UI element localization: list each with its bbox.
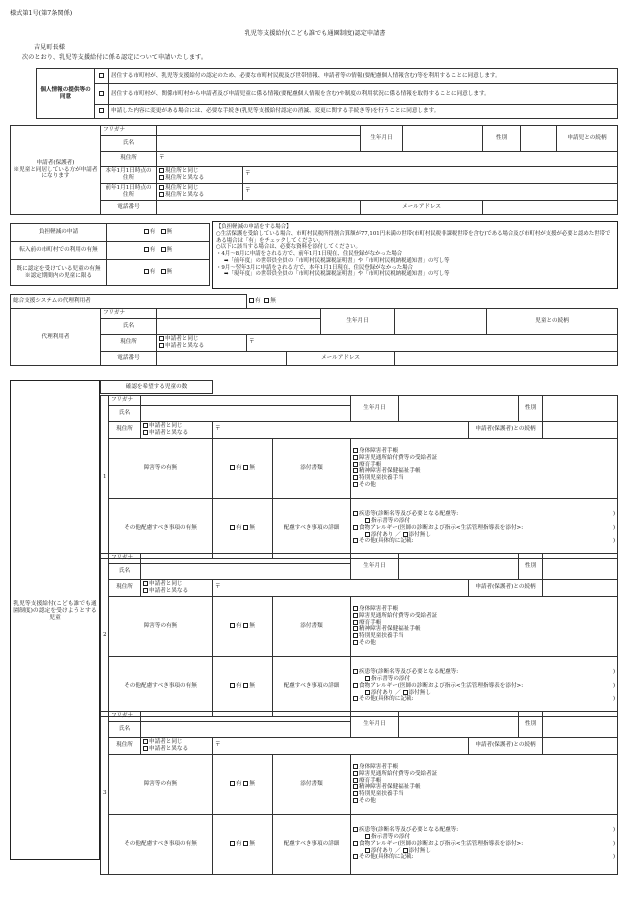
doc-option[interactable]: 特別児童扶養手当 bbox=[353, 475, 615, 482]
child-disability-options[interactable]: 有 無 bbox=[213, 438, 273, 498]
child-docs-label: 添付書類 bbox=[273, 754, 351, 814]
doc-option[interactable]: 特別児童扶養手当 bbox=[353, 791, 615, 798]
child-name-field[interactable] bbox=[141, 563, 351, 579]
consent-label: 個人情報の提供等の同意 bbox=[37, 69, 95, 119]
proxy-birthdate-field[interactable] bbox=[395, 309, 487, 335]
applicant-birthdate-field[interactable] bbox=[403, 126, 483, 152]
doc-option[interactable]: 障害児通所給付費等の受給者証 bbox=[353, 613, 615, 620]
form-number: 様式第1号(第7条関係) bbox=[10, 10, 73, 17]
child-disability-options[interactable]: 有 無 bbox=[213, 596, 273, 656]
child-block-1 bbox=[100, 395, 618, 559]
applicant-email-field[interactable] bbox=[483, 200, 618, 214]
child-care-options[interactable]: 有 無 bbox=[213, 656, 273, 716]
child-care-options[interactable]: 有 無 bbox=[213, 814, 273, 874]
burden-options-3[interactable]: 有 無 bbox=[107, 260, 210, 286]
child-block-2 bbox=[100, 553, 618, 717]
child-furigana-label: フリガナ bbox=[109, 712, 141, 722]
child-relation-label: 申請者(保護者)との続柄 bbox=[469, 737, 543, 754]
burden-label-1: 負担軽減の申請 bbox=[11, 224, 107, 242]
applicant-address-field[interactable]: 〒 bbox=[157, 151, 618, 166]
relation-label: 申請児との続柄 bbox=[557, 126, 618, 152]
child-birthdate-field[interactable] bbox=[399, 396, 519, 422]
gender-label: 性別 bbox=[483, 126, 521, 152]
applicant-table bbox=[10, 125, 618, 215]
child-docs-list[interactable] bbox=[351, 754, 618, 814]
proxy-address-options[interactable]: 申請者と同じ 申請者と異なる bbox=[157, 334, 247, 351]
intro-text: 次のとおり、乳児等支援給付に係る認定について申請いたします。 bbox=[22, 54, 208, 61]
jan-this-options[interactable]: 現住所と同じ 現住所と異なる bbox=[157, 166, 243, 183]
child-disability-label: 障害等の有無 bbox=[109, 754, 213, 814]
care-option[interactable]: 添付あり ／ 添付無し bbox=[353, 690, 615, 697]
child-disability-options[interactable]: 有 無 bbox=[213, 754, 273, 814]
doc-option[interactable]: 精神障害者保健福祉手帳 bbox=[353, 626, 615, 633]
care-option[interactable]: 食物アレルギー(医師の診断および指示<生活管理指導表を添付>: ) bbox=[353, 683, 615, 690]
care-option[interactable]: 食物アレルギー(医師の診断および指示<生活管理指導表を添付>: ) bbox=[353, 525, 615, 532]
consent-checkbox-3[interactable] bbox=[95, 105, 109, 119]
doc-option[interactable]: 特別児童扶養手当 bbox=[353, 633, 615, 640]
care-option[interactable]: 添付あり ／ 添付無し bbox=[353, 532, 615, 539]
burden-notes: 【負担軽減の申請をする場合】 ○生活保護を受給している場合、市町村民税所得割合算額が77,101円未満の世帯(市町村民税非課税世帯を含む)である場合及び市町村が支援が必要と認めた世帯である場合は「有」をチェックしてください。 ○以下に該当する場合は、必要な資料を添付してください。 ・4月～8月に申請をされる方で、前年1月1日現在、住民登録がなかった場合 ➡「前年度」の世帯員全員の「市町村民税課税証明書」や「市町村民税納税通知書」の写し等 ・9月～翌年3月に申請をされる方で、本年1月1日現在、住民登録がなかった場合 ➡「現年度」の世帯員全員の「市町村民税課税証明書」や「市町村民税納税通知書」の写し等 bbox=[212, 221, 618, 289]
doc-option[interactable]: 療育手帳 bbox=[353, 620, 615, 627]
proxy-address-field[interactable]: 〒 bbox=[247, 334, 618, 351]
child-relation-field[interactable] bbox=[543, 421, 618, 438]
consent-checkbox-1[interactable] bbox=[95, 69, 109, 84]
proxy-birthdate-label: 生年月日 bbox=[321, 309, 395, 335]
child-gender-field[interactable] bbox=[543, 554, 618, 580]
child-disability-label: 障害等の有無 bbox=[109, 596, 213, 656]
doc-option[interactable]: 障害児通所給付費等の受給者証 bbox=[353, 771, 615, 778]
proxy-name-field[interactable] bbox=[157, 318, 321, 334]
child-docs-label: 添付書類 bbox=[273, 596, 351, 656]
child-gender-field[interactable] bbox=[543, 712, 618, 738]
furigana-label: フリガナ bbox=[101, 126, 157, 136]
child-birthdate-label: 生年月日 bbox=[351, 396, 399, 422]
consent-item-2: 居住する市町村が、関係市町村から申請者及び申請児童に係る情報(要配慮個人情報を含む)や制度の利用状況に係る情報を取得することに同意します。 bbox=[109, 84, 618, 105]
doc-option[interactable]: 療育手帳 bbox=[353, 778, 615, 785]
children-section-label: 乳児等支援給付(こども誰でも通園制度)の認定を受けようとする児童 bbox=[13, 601, 97, 622]
burden-table bbox=[10, 223, 210, 286]
child-name-field[interactable] bbox=[141, 405, 351, 421]
child-care-label: その他配慮すべき事項の有無 bbox=[109, 814, 213, 874]
proxy-section-label: 代理利用者 bbox=[11, 309, 101, 366]
addressee: 吉見町長様 bbox=[34, 44, 65, 51]
children-count-label: 確認を希望する児童の数 bbox=[101, 381, 213, 394]
child-care-detail-field[interactable] bbox=[351, 656, 618, 716]
child-disability-label: 障害等の有無 bbox=[109, 438, 213, 498]
burden-label-2: 転入前の市町村での利用の有無 bbox=[11, 242, 107, 260]
child-address-options[interactable]: 申請者と同じ 申請者と異なる bbox=[141, 579, 213, 596]
child-care-options[interactable]: 有 無 bbox=[213, 498, 273, 558]
child-name-label: 氏名 bbox=[109, 721, 141, 737]
doc-option[interactable]: 身体障害者手帳 bbox=[353, 448, 615, 455]
child-address-field[interactable]: 〒 bbox=[213, 579, 469, 596]
child-gender-label: 性別 bbox=[519, 554, 543, 580]
child-birthdate-label: 生年月日 bbox=[351, 554, 399, 580]
doc-option[interactable]: その他 bbox=[353, 482, 615, 489]
proxy-relation-label: 児童との続柄 bbox=[487, 309, 618, 335]
child-block-3 bbox=[100, 711, 618, 875]
jan-this-address-field[interactable]: 〒 bbox=[243, 166, 618, 183]
child-care-label: その他配慮すべき事項の有無 bbox=[109, 498, 213, 558]
proxy-table bbox=[10, 294, 618, 366]
doc-option[interactable]: 精神障害者保健福祉手帳 bbox=[353, 468, 615, 475]
doc-option[interactable]: 身体障害者手帳 bbox=[353, 764, 615, 771]
child-care-detail-label: 配慮すべき事項の詳細 bbox=[273, 656, 351, 716]
children-count-field[interactable] bbox=[213, 381, 619, 394]
care-option[interactable]: 指示書等の添付 bbox=[353, 834, 615, 841]
child-relation-label: 申請者(保護者)との続柄 bbox=[469, 421, 543, 438]
child-address-label: 現住所 bbox=[109, 579, 141, 596]
proxy-phone-label: 電話番号 bbox=[101, 351, 157, 365]
proxy-phone-field[interactable] bbox=[157, 351, 287, 365]
care-option[interactable]: 食物アレルギー(医師の診断および指示<生活管理指導表を添付>: ) bbox=[353, 841, 615, 848]
child-name-label: 氏名 bbox=[109, 405, 141, 421]
child-address-field[interactable]: 〒 bbox=[213, 421, 469, 438]
child-number: 3 bbox=[101, 712, 109, 875]
doc-option[interactable]: 精神障害者保健福祉手帳 bbox=[353, 784, 615, 791]
proxy-system-options[interactable]: 有 無 bbox=[247, 295, 618, 309]
child-docs-label: 添付書類 bbox=[273, 438, 351, 498]
child-address-label: 現住所 bbox=[109, 737, 141, 754]
applicant-phone-field[interactable] bbox=[157, 200, 361, 214]
doc-option[interactable]: 障害児通所給付費等の受給者証 bbox=[353, 455, 615, 462]
child-docs-list[interactable] bbox=[351, 596, 618, 656]
proxy-system-label: 総合支援システムの代理利用者 bbox=[11, 295, 247, 309]
child-relation-field[interactable] bbox=[543, 579, 618, 596]
proxy-email-label: メールアドレス bbox=[287, 351, 395, 365]
child-address-field[interactable]: 〒 bbox=[213, 737, 469, 754]
child-name-field[interactable] bbox=[141, 721, 351, 737]
proxy-address-label: 現住所 bbox=[101, 334, 157, 351]
child-relation-field[interactable] bbox=[543, 737, 618, 754]
child-furigana-label: フリガナ bbox=[109, 554, 141, 564]
child-birthdate-field[interactable] bbox=[399, 712, 519, 738]
care-option[interactable]: 疾患等(診断名等及び必要となる配慮等: ) bbox=[353, 827, 615, 834]
consent-item-1: 居住する市町村が、乳児等支援給付の認定のため、必要な市町村民税及び世帯情報、申請者等の情報(要配慮個人情報含む)等を利用することに同意します。 bbox=[109, 69, 618, 84]
child-address-options[interactable]: 申請者と同じ 申請者と異なる bbox=[141, 421, 213, 438]
children-count-row bbox=[100, 380, 618, 394]
email-label: メールアドレス bbox=[361, 200, 483, 214]
jan-address-prev-label: 前年1月1日時点の住所 bbox=[101, 183, 157, 200]
child-docs-list[interactable] bbox=[351, 438, 618, 498]
phone-label: 電話番号 bbox=[101, 200, 157, 214]
child-gender-label: 性別 bbox=[519, 712, 543, 738]
applicant-name-field[interactable] bbox=[157, 135, 361, 151]
proxy-furigana-label: フリガナ bbox=[101, 309, 157, 319]
care-option[interactable]: その他(具体的に記載: ) bbox=[353, 696, 615, 703]
applicant-section-label: 申請者(保護者) ※児童と同居している方が申請者になります bbox=[11, 126, 101, 215]
doc-option[interactable]: 療育手帳 bbox=[353, 462, 615, 469]
child-gender-label: 性別 bbox=[519, 396, 543, 422]
child-furigana-label: フリガナ bbox=[109, 396, 141, 406]
proxy-furigana-field[interactable] bbox=[157, 309, 321, 319]
child-number: 2 bbox=[101, 554, 109, 717]
burden-options-1[interactable]: 有 無 bbox=[107, 224, 210, 242]
child-care-detail-field[interactable] bbox=[351, 814, 618, 874]
child-name-label: 氏名 bbox=[109, 563, 141, 579]
applicant-gender-field[interactable] bbox=[521, 126, 557, 152]
consent-item-3: 申請した内容に変更がある場合には、必要な手続き(乳児等支援給付認定の消滅、変更に関する手続き等)を行うことに同意します。 bbox=[109, 105, 618, 119]
care-option[interactable]: その他(具体的に記載: ) bbox=[353, 538, 615, 545]
jan-prev-options[interactable]: 現住所と同じ 現住所と異なる bbox=[157, 183, 243, 200]
child-birthdate-label: 生年月日 bbox=[351, 712, 399, 738]
applicant-furigana-field[interactable] bbox=[157, 126, 361, 136]
name-label: 氏名 bbox=[101, 135, 157, 151]
child-birthdate-field[interactable] bbox=[399, 554, 519, 580]
burden-label-3: 既に認定を受けている児童の有無 ※認定期間内の児童に限る bbox=[11, 260, 107, 286]
care-option[interactable]: 疾患等(診断名等及び必要となる配慮等: ) bbox=[353, 511, 615, 518]
page-title: 乳児等支援給付(こども誰でも通園制度)認定申請書 bbox=[244, 30, 386, 37]
jan-address-this-label: 本年1月1日時点の住所 bbox=[101, 166, 157, 183]
child-furigana-field[interactable] bbox=[141, 554, 351, 564]
doc-option[interactable]: その他 bbox=[353, 798, 615, 805]
proxy-email-field[interactable] bbox=[395, 351, 618, 365]
child-furigana-field[interactable] bbox=[141, 712, 351, 722]
child-address-label: 現住所 bbox=[109, 421, 141, 438]
child-number: 1 bbox=[101, 396, 109, 559]
care-option[interactable]: 指示書等の添付 bbox=[353, 518, 615, 525]
care-option[interactable]: 疾患等(診断名等及び必要となる配慮等: ) bbox=[353, 669, 615, 676]
birthdate-label: 生年月日 bbox=[361, 126, 403, 152]
child-care-label: その他配慮すべき事項の有無 bbox=[109, 656, 213, 716]
care-option[interactable]: その他(具体的に記載: ) bbox=[353, 854, 615, 861]
child-furigana-field[interactable] bbox=[141, 396, 351, 406]
child-relation-label: 申請者(保護者)との続柄 bbox=[469, 579, 543, 596]
jan-prev-address-field[interactable]: 〒 bbox=[243, 183, 618, 200]
doc-option[interactable]: その他 bbox=[353, 640, 615, 647]
doc-option[interactable]: 身体障害者手帳 bbox=[353, 606, 615, 613]
consent-checkbox-2[interactable] bbox=[95, 84, 109, 105]
child-address-options[interactable]: 申請者と同じ 申請者と異なる bbox=[141, 737, 213, 754]
burden-options-2[interactable]: 有 無 bbox=[107, 242, 210, 260]
child-care-detail-label: 配慮すべき事項の詳細 bbox=[273, 814, 351, 874]
proxy-name-label: 氏名 bbox=[101, 318, 157, 334]
consent-table bbox=[36, 68, 618, 119]
address-label: 現住所 bbox=[101, 151, 157, 166]
children-section-box bbox=[10, 380, 100, 860]
child-care-detail-field[interactable] bbox=[351, 498, 618, 558]
child-care-detail-label: 配慮すべき事項の詳細 bbox=[273, 498, 351, 558]
child-gender-field[interactable] bbox=[543, 396, 618, 422]
care-option[interactable]: 指示書等の添付 bbox=[353, 676, 615, 683]
care-option[interactable]: 添付あり ／ 添付無し bbox=[353, 848, 615, 855]
